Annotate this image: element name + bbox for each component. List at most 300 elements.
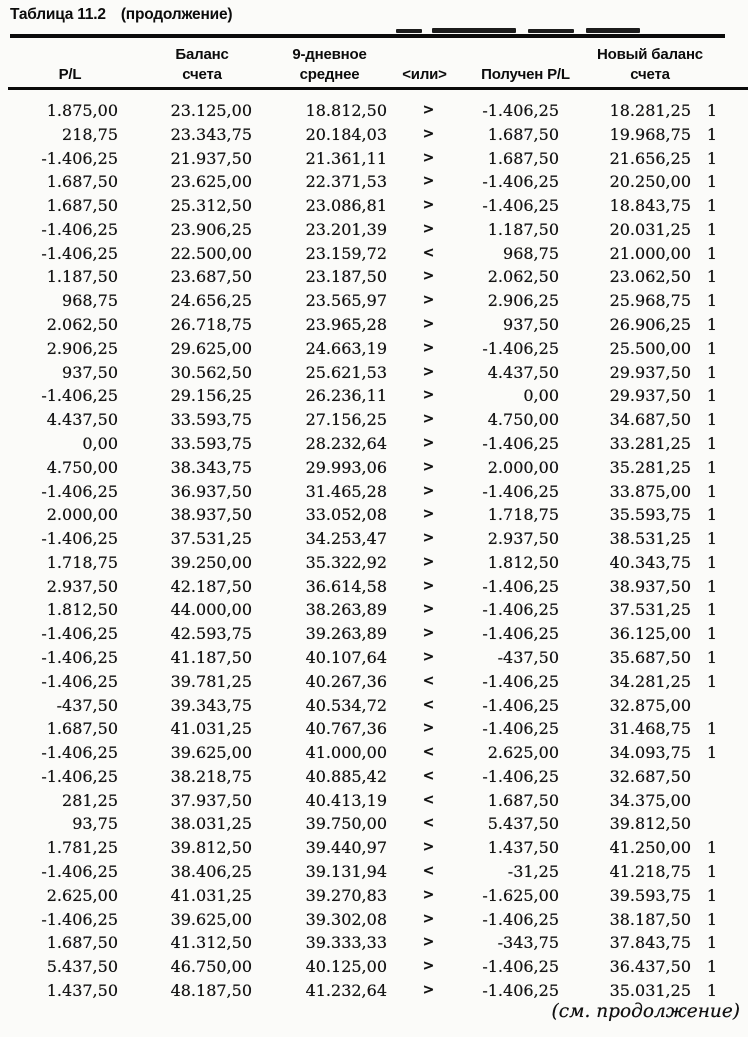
cell-operator: < [422, 696, 435, 713]
cell-flag: 1 [706, 315, 718, 335]
table-row [10, 717, 733, 741]
cell-balance: 41.312,50 [170, 933, 252, 953]
cell-balance: 39.812,50 [170, 838, 252, 858]
cell-flag: 1 [706, 885, 718, 905]
cell-received-pl: 2.000,00 [487, 457, 559, 477]
cell-received-pl: -1.406,25 [482, 766, 559, 786]
cell-pl: 1.875,00 [46, 101, 118, 120]
cell-avg9: 35.322,92 [305, 552, 387, 572]
cell-flag: 1 [706, 576, 718, 596]
cell-flag: 1 [706, 481, 718, 501]
header-received-pl [472, 42, 579, 85]
cell-balance: 44.000,00 [170, 600, 252, 620]
cell-pl: 2.937,50 [46, 576, 118, 596]
page-title [10, 6, 232, 24]
cell-new-balance: 39.812,50 [609, 814, 691, 834]
cell-new-balance: 37.531,25 [609, 600, 691, 620]
cell-operator: < [422, 767, 435, 784]
scan-artifact [586, 28, 640, 33]
cell-flag: 1 [706, 862, 718, 881]
cell-received-pl: -1.406,25 [482, 481, 559, 501]
cell-operator: < [422, 744, 435, 761]
cell-flag: 1 [706, 743, 718, 763]
cell-operator: > [422, 981, 435, 998]
cell-received-pl: 1.687,50 [487, 790, 559, 810]
cell-flag: 1 [706, 980, 718, 1000]
cell-new-balance: 37.843,75 [609, 933, 691, 953]
cell-pl: 2.000,00 [46, 505, 118, 525]
cell-balance: 46.750,00 [170, 957, 252, 977]
cell-received-pl: -1.406,25 [482, 957, 559, 977]
cell-balance: 33.593,75 [170, 410, 252, 430]
cell-operator: < [422, 815, 435, 832]
top-rule [10, 34, 725, 38]
table-row [10, 408, 733, 432]
cell-operator: < [422, 244, 435, 261]
cell-received-pl: 1.187,50 [487, 219, 559, 239]
cell-flag: 1 [706, 148, 718, 168]
table-row [10, 147, 733, 171]
cell-new-balance: 33.281,25 [609, 433, 691, 453]
header-9day-average-line2: среднее [299, 66, 360, 83]
cell-flag: 1 [706, 933, 718, 953]
table-body [10, 99, 733, 1003]
cell-avg9: 39.270,83 [305, 885, 387, 905]
cell-avg9: 40.534,72 [305, 695, 387, 715]
cell-operator: > [422, 601, 435, 618]
cell-received-pl: 2.062,50 [487, 267, 559, 287]
table-row [10, 694, 733, 718]
cell-new-balance: 29.937,50 [609, 386, 691, 406]
cell-operator: > [422, 102, 435, 118]
cell-received-pl: -1.406,25 [482, 172, 559, 192]
cell-balance: 22.500,00 [170, 243, 252, 263]
cell-balance: 24.656,25 [170, 291, 252, 311]
header-flag [691, 42, 733, 85]
cell-pl: 281,25 [62, 790, 118, 810]
cell-received-pl: -1.406,25 [482, 624, 559, 644]
cell-avg9: 26.236,11 [305, 386, 387, 406]
cell-balance: 23.687,50 [170, 267, 252, 287]
cell-new-balance: 19.968,75 [609, 124, 691, 144]
cell-flag: 1 [706, 624, 718, 644]
cell-avg9: 40.767,36 [305, 719, 387, 739]
scan-artifact [528, 29, 574, 33]
cell-operator: > [422, 839, 435, 856]
cell-flag: 1 [706, 838, 718, 858]
cell-flag: 1 [706, 529, 718, 549]
cell-received-pl: -437,50 [497, 647, 559, 667]
cell-pl: 1.687,50 [46, 172, 118, 192]
cell-pl: 2.625,00 [46, 885, 118, 905]
cell-balance: 30.562,50 [170, 362, 252, 382]
table-row [10, 741, 733, 765]
cell-balance: 37.937,50 [170, 790, 252, 810]
header-new-balance-line1: Новый баланс [597, 46, 703, 63]
cell-avg9: 29.993,06 [305, 457, 387, 477]
header-9day-average [262, 42, 397, 85]
cell-balance: 38.937,50 [170, 505, 252, 525]
cell-avg9: 22.371,53 [305, 172, 387, 192]
cell-balance: 29.156,25 [170, 386, 252, 406]
cell-operator: < [422, 863, 435, 879]
table-row [10, 908, 733, 932]
cell-new-balance: 20.031,25 [609, 219, 691, 239]
cell-avg9: 39.263,89 [305, 624, 387, 644]
table-row [10, 432, 733, 456]
cell-received-pl: -1.406,25 [482, 101, 559, 120]
cell-balance: 29.625,00 [170, 338, 252, 358]
cell-pl: 1.687,50 [46, 196, 118, 216]
cell-operator: > [422, 553, 435, 570]
header-received-pl-label: Получен P/L [481, 66, 570, 83]
cell-operator: > [422, 934, 435, 951]
table-row [10, 242, 733, 266]
cell-balance: 23.125,00 [170, 101, 252, 120]
cell-received-pl: -343,75 [497, 933, 559, 953]
table-row [10, 218, 733, 242]
cell-pl: 4.750,00 [46, 457, 118, 477]
cell-operator: > [422, 197, 435, 214]
table-row [10, 836, 733, 860]
cell-received-pl: 968,75 [503, 243, 559, 263]
cell-operator: > [422, 268, 435, 285]
cell-new-balance: 26.906,25 [609, 315, 691, 335]
cell-new-balance: 38.937,50 [609, 576, 691, 596]
cell-balance: 41.187,50 [170, 647, 252, 667]
cell-balance: 38.406,25 [170, 862, 252, 881]
table-row [10, 575, 733, 599]
table-row [10, 670, 733, 694]
cell-avg9: 36.614,58 [305, 576, 387, 596]
cell-new-balance: 34.281,25 [609, 671, 691, 691]
cell-flag: 1 [706, 600, 718, 620]
header-or-operator [392, 42, 457, 85]
cell-received-pl: -1.406,25 [482, 196, 559, 216]
cell-new-balance: 21.000,00 [609, 243, 691, 263]
cell-received-pl: 1.718,75 [487, 505, 559, 525]
header-account-balance-line2: счета [182, 66, 222, 83]
cell-avg9: 41.232,64 [305, 980, 387, 1000]
cell-pl: -1.406,25 [41, 481, 118, 501]
cell-balance: 36.937,50 [170, 481, 252, 501]
table-row [10, 789, 733, 813]
cell-balance: 38.343,75 [170, 457, 252, 477]
cell-operator: > [422, 577, 435, 594]
cell-operator: > [422, 292, 435, 309]
cell-pl: -1.406,25 [41, 148, 118, 168]
cell-flag: 1 [706, 172, 718, 192]
table-row [10, 551, 733, 575]
cell-new-balance: 34.687,50 [609, 410, 691, 430]
table-row [10, 622, 733, 646]
table-row [10, 503, 733, 527]
cell-new-balance: 41.250,00 [609, 838, 691, 858]
cell-avg9: 40.885,42 [305, 766, 387, 786]
cell-pl: 1.812,50 [46, 600, 118, 620]
cell-received-pl: 2.937,50 [487, 529, 559, 549]
cell-received-pl: -1.406,25 [482, 909, 559, 929]
table-row [10, 99, 733, 123]
cell-flag: 1 [706, 338, 718, 358]
table-row [10, 384, 733, 408]
cell-new-balance: 38.187,50 [609, 909, 691, 929]
cell-new-balance: 36.437,50 [609, 957, 691, 977]
cell-new-balance: 35.593,75 [609, 505, 691, 525]
cell-new-balance: 35.281,25 [609, 457, 691, 477]
cell-avg9: 39.131,94 [305, 862, 387, 881]
cell-avg9: 40.413,19 [305, 790, 387, 810]
table-row [10, 170, 733, 194]
cell-received-pl: -1.406,25 [482, 671, 559, 691]
cell-new-balance: 41.218,75 [609, 862, 691, 881]
cell-flag: 1 [706, 291, 718, 311]
cell-pl: -1.406,25 [41, 243, 118, 263]
cell-received-pl: 1.687,50 [487, 148, 559, 168]
cell-pl: 5.437,50 [46, 957, 118, 977]
cell-flag: 1 [706, 909, 718, 929]
cell-balance: 26.718,75 [170, 315, 252, 335]
cell-new-balance: 36.125,00 [609, 624, 691, 644]
cell-received-pl: -1.406,25 [482, 719, 559, 739]
cell-flag: 1 [706, 124, 718, 144]
cell-balance: 23.906,25 [170, 219, 252, 239]
cell-pl: 2.906,25 [46, 338, 118, 358]
cell-balance: 39.625,00 [170, 909, 252, 929]
cell-received-pl: 5.437,50 [487, 814, 559, 834]
cell-received-pl: 2.906,25 [487, 291, 559, 311]
cell-received-pl: -31,25 [507, 862, 559, 881]
cell-pl: 1.437,50 [46, 980, 118, 1000]
cell-operator: > [422, 482, 435, 499]
cell-pl: 1.687,50 [46, 719, 118, 739]
table-row [10, 527, 733, 551]
cell-avg9: 38.263,89 [305, 600, 387, 620]
cell-operator: > [422, 506, 435, 523]
cell-received-pl: 4.437,50 [487, 362, 559, 382]
cell-pl: -1.406,25 [41, 647, 118, 667]
table-row [10, 765, 733, 789]
table-row [10, 456, 733, 480]
cell-operator: > [422, 886, 435, 903]
cell-new-balance: 18.843,75 [609, 196, 691, 216]
continuation-note: (см. продолжение) [551, 1001, 740, 1022]
cell-received-pl: -1.406,25 [482, 695, 559, 715]
cell-flag: 1 [706, 101, 718, 120]
cell-operator: > [422, 530, 435, 547]
table-row [10, 884, 733, 908]
cell-operator: > [422, 173, 435, 190]
cell-received-pl: -1.406,25 [482, 600, 559, 620]
cell-new-balance: 40.343,75 [609, 552, 691, 572]
cell-received-pl: 1.437,50 [487, 838, 559, 858]
cell-new-balance: 35.031,25 [609, 980, 691, 1000]
cell-flag: 1 [706, 196, 718, 216]
cell-received-pl: 937,50 [503, 315, 559, 335]
cell-operator: > [422, 363, 435, 380]
cell-balance: 38.218,75 [170, 766, 252, 786]
cell-pl: 937,50 [62, 362, 118, 382]
cell-flag: 1 [706, 719, 718, 739]
table-row [10, 289, 733, 313]
cell-balance: 33.593,75 [170, 433, 252, 453]
cell-avg9: 23.159,72 [305, 243, 387, 263]
table-row [10, 313, 733, 337]
cell-avg9: 40.125,00 [305, 957, 387, 977]
cell-pl: -1.406,25 [41, 766, 118, 786]
header-account-balance [135, 42, 269, 85]
cell-avg9: 39.440,97 [305, 838, 387, 858]
header-new-balance-line2: счета [630, 66, 670, 83]
cell-flag: 1 [706, 243, 718, 263]
cell-operator: > [422, 411, 435, 428]
table-row [10, 979, 733, 1003]
cell-balance: 23.343,75 [170, 124, 252, 144]
cell-balance: 37.531,25 [170, 529, 252, 549]
cell-avg9: 39.302,08 [305, 909, 387, 929]
cell-balance: 42.593,75 [170, 624, 252, 644]
cell-balance: 38.031,25 [170, 814, 252, 834]
cell-avg9: 23.201,39 [305, 219, 387, 239]
cell-operator: > [422, 434, 435, 451]
cell-flag: 1 [706, 386, 718, 406]
cell-received-pl: -1.406,25 [482, 338, 559, 358]
cell-operator: > [422, 339, 435, 356]
cell-new-balance: 25.968,75 [609, 291, 691, 311]
cell-pl: -1.406,25 [41, 624, 118, 644]
cell-avg9: 39.750,00 [305, 814, 387, 834]
table-row [10, 955, 733, 979]
cell-pl: 1.687,50 [46, 933, 118, 953]
cell-pl: 1.781,25 [46, 838, 118, 858]
cell-received-pl: -1.406,25 [482, 576, 559, 596]
cell-avg9: 40.107,64 [305, 647, 387, 667]
cell-new-balance: 21.656,25 [609, 148, 691, 168]
cell-avg9: 18.812,50 [305, 101, 387, 120]
scan-artifact [396, 29, 422, 33]
cell-pl: -1.406,25 [41, 862, 118, 881]
cell-balance: 39.781,25 [170, 671, 252, 691]
cell-pl: 2.062,50 [46, 315, 118, 335]
table-row [10, 480, 733, 504]
cell-avg9: 34.253,47 [305, 529, 387, 549]
cell-operator: > [422, 625, 435, 642]
cell-pl: -437,50 [56, 695, 118, 715]
cell-new-balance: 38.531,25 [609, 529, 691, 549]
cell-balance: 39.625,00 [170, 743, 252, 763]
cell-operator: > [422, 648, 435, 665]
cell-avg9: 23.565,97 [305, 291, 387, 311]
cell-new-balance: 35.687,50 [609, 647, 691, 667]
cell-received-pl: 2.625,00 [487, 743, 559, 763]
cell-operator: > [422, 149, 435, 166]
cell-avg9: 23.965,28 [305, 315, 387, 335]
cell-flag: 1 [706, 957, 718, 977]
cell-operator: > [422, 458, 435, 475]
cell-balance: 41.031,25 [170, 885, 252, 905]
cell-received-pl: 1.687,50 [487, 124, 559, 144]
cell-new-balance: 20.250,00 [609, 172, 691, 192]
cell-pl: -1.406,25 [41, 219, 118, 239]
cell-operator: > [422, 910, 435, 927]
cell-pl: -1.406,25 [41, 909, 118, 929]
cell-balance: 42.187,50 [170, 576, 252, 596]
table-row [10, 194, 733, 218]
header-pl-label: P/L [58, 66, 82, 83]
cell-pl: 968,75 [62, 291, 118, 311]
header-pl [16, 42, 124, 85]
header-or-operator-label: <или> [402, 66, 447, 83]
cell-operator: > [422, 720, 435, 737]
table-row [10, 860, 733, 884]
cell-pl: 218,75 [62, 124, 118, 144]
cell-avg9: 39.333,33 [305, 933, 387, 953]
cell-new-balance: 31.468,75 [609, 719, 691, 739]
cell-balance: 39.343,75 [170, 695, 252, 715]
table-row [10, 361, 733, 385]
table-row [10, 123, 733, 147]
cell-new-balance: 34.093,75 [609, 743, 691, 763]
table-header-row [10, 42, 733, 85]
table-row [10, 931, 733, 955]
table-number-label: Таблица 11.2 [10, 6, 106, 23]
cell-received-pl: -1.406,25 [482, 433, 559, 453]
cell-avg9: 40.267,36 [305, 671, 387, 691]
cell-pl: 1.187,50 [46, 267, 118, 287]
cell-flag: 1 [706, 362, 718, 382]
cell-pl: 1.718,75 [46, 552, 118, 572]
table-row [10, 812, 733, 836]
cell-received-pl: 1.812,50 [487, 552, 559, 572]
cell-pl: -1.406,25 [41, 671, 118, 691]
table-row [10, 598, 733, 622]
cell-pl: -1.406,25 [41, 386, 118, 406]
cell-operator: > [422, 220, 435, 237]
cell-new-balance: 18.281,25 [609, 101, 691, 120]
cell-operator: > [422, 316, 435, 333]
cell-flag: 1 [706, 410, 718, 430]
cell-balance: 21.937,50 [170, 148, 252, 168]
cell-new-balance: 32.875,00 [609, 695, 691, 715]
cell-balance: 25.312,50 [170, 196, 252, 216]
cell-flag: 1 [706, 219, 718, 239]
header-rule [8, 87, 748, 90]
cell-avg9: 33.052,08 [305, 505, 387, 525]
cell-avg9: 31.465,28 [305, 481, 387, 501]
cell-balance: 39.250,00 [170, 552, 252, 572]
table-continued-label: (продолжение) [120, 6, 233, 23]
cell-new-balance: 29.937,50 [609, 362, 691, 382]
cell-avg9: 27.156,25 [305, 410, 387, 430]
cell-flag: 1 [706, 457, 718, 477]
cell-avg9: 23.187,50 [305, 267, 387, 287]
cell-balance: 41.031,25 [170, 719, 252, 739]
cell-avg9: 28.232,64 [305, 433, 387, 453]
cell-flag: 1 [706, 647, 718, 667]
cell-new-balance: 33.875,00 [609, 481, 691, 501]
cell-flag: 1 [706, 671, 718, 691]
table-row [10, 337, 733, 361]
cell-new-balance: 34.375,00 [609, 790, 691, 810]
cell-pl: 4.437,50 [46, 410, 118, 430]
cell-avg9: 21.361,11 [305, 148, 387, 168]
cell-operator: > [422, 958, 435, 975]
cell-flag: 1 [706, 552, 718, 572]
cell-received-pl: -1.625,00 [482, 885, 559, 905]
cell-pl: 0,00 [82, 433, 118, 453]
table-row [10, 265, 733, 289]
header-9day-average-line1: 9-дневное [292, 46, 367, 63]
